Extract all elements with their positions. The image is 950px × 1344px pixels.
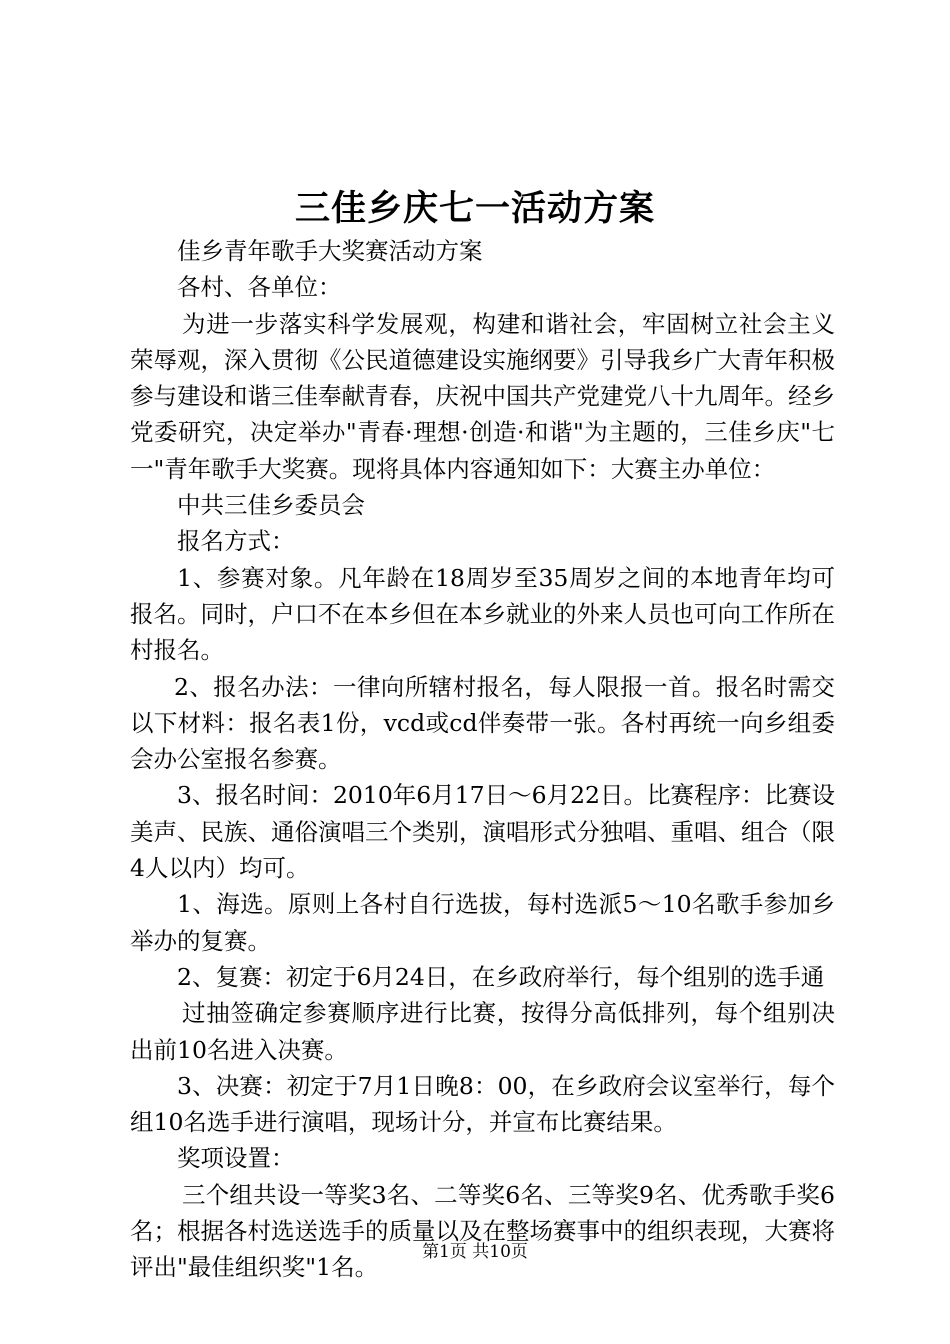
final-paragraph: 3、决赛：初定于7月1日晚8：00，在乡政府会议室举行，每个组10名选手进行演唱，现场计分，并宣布比赛结果。 [130, 1071, 835, 1137]
page-number: 第1页 共10页 [422, 1242, 528, 1262]
awards-paragraph: 三个组共设一等奖3名、二等奖6名、三等奖9名、优秀歌手奖6名；根据各村选送选手的质量以及在整场赛事中的组织表现，大赛将评出"最佳组织奖"1名。 [130, 1180, 835, 1282]
intro-paragraph: 为进一步落实科学发展观，构建和谐社会，牢固树立社会主义荣辱观，深入贯彻《公民道德建设实施纲要》引导我乡广大青年积极参与建设和谐三佳奉献青春，庆祝中国共产党建党八十九周年。经乡党委研究，决定举办"青春·理想·创造·和谐"为主题的，三佳乡庆"七一"青年歌手大奖赛。现将具体内容通知如下：大赛主办单位： [130, 309, 835, 483]
salutation-paragraph: 各村、各单位： [177, 273, 342, 302]
registration-time-paragraph: 3、报名时间：2010年6月17日～6月22日。比赛程序：比赛设美声、民族、通俗演唱三个类别，演唱形式分独唱、重唱、组合（限4人以内）均可。 [130, 781, 835, 883]
eligibility-paragraph: 1、参赛对象。凡年龄在18周岁至35周岁之间的本地青年均可报名。同时，户口不在本乡但在本乡就业的外来人员也可向工作所在村报名。 [130, 563, 835, 665]
subtitle-paragraph: 佳乡青年歌手大奖赛活动方案 [177, 237, 483, 265]
semifinal-continued-paragraph: 过抽签确定参赛顺序进行比赛，按得分高低排列，每个组别决出前10名进入决赛。 [130, 999, 835, 1064]
registration-method-paragraph: 2、报名办法：一律向所辖村报名，每人限报一首。报名时需交以下材料：报名表1份，vcd或cd伴奏带一张。各村再统一向乡组委会办公室报名参赛。 [130, 672, 835, 774]
semifinal-paragraph: 2、复赛：初定于6月24日，在乡政府举行，每个组别的选手通 [177, 962, 825, 991]
audition-paragraph: 1、海选。原则上各村自行选拔，每村选派5～10名歌手参加乡举办的复赛。 [130, 890, 835, 955]
registration-heading: 报名方式： [177, 527, 295, 556]
document-body [130, 233, 835, 1286]
document-title: 三佳乡庆七一活动方案 [294, 188, 655, 229]
awards-heading: 奖项设置： [177, 1144, 295, 1173]
organizer-paragraph: 中共三佳乡委员会 [177, 491, 365, 520]
